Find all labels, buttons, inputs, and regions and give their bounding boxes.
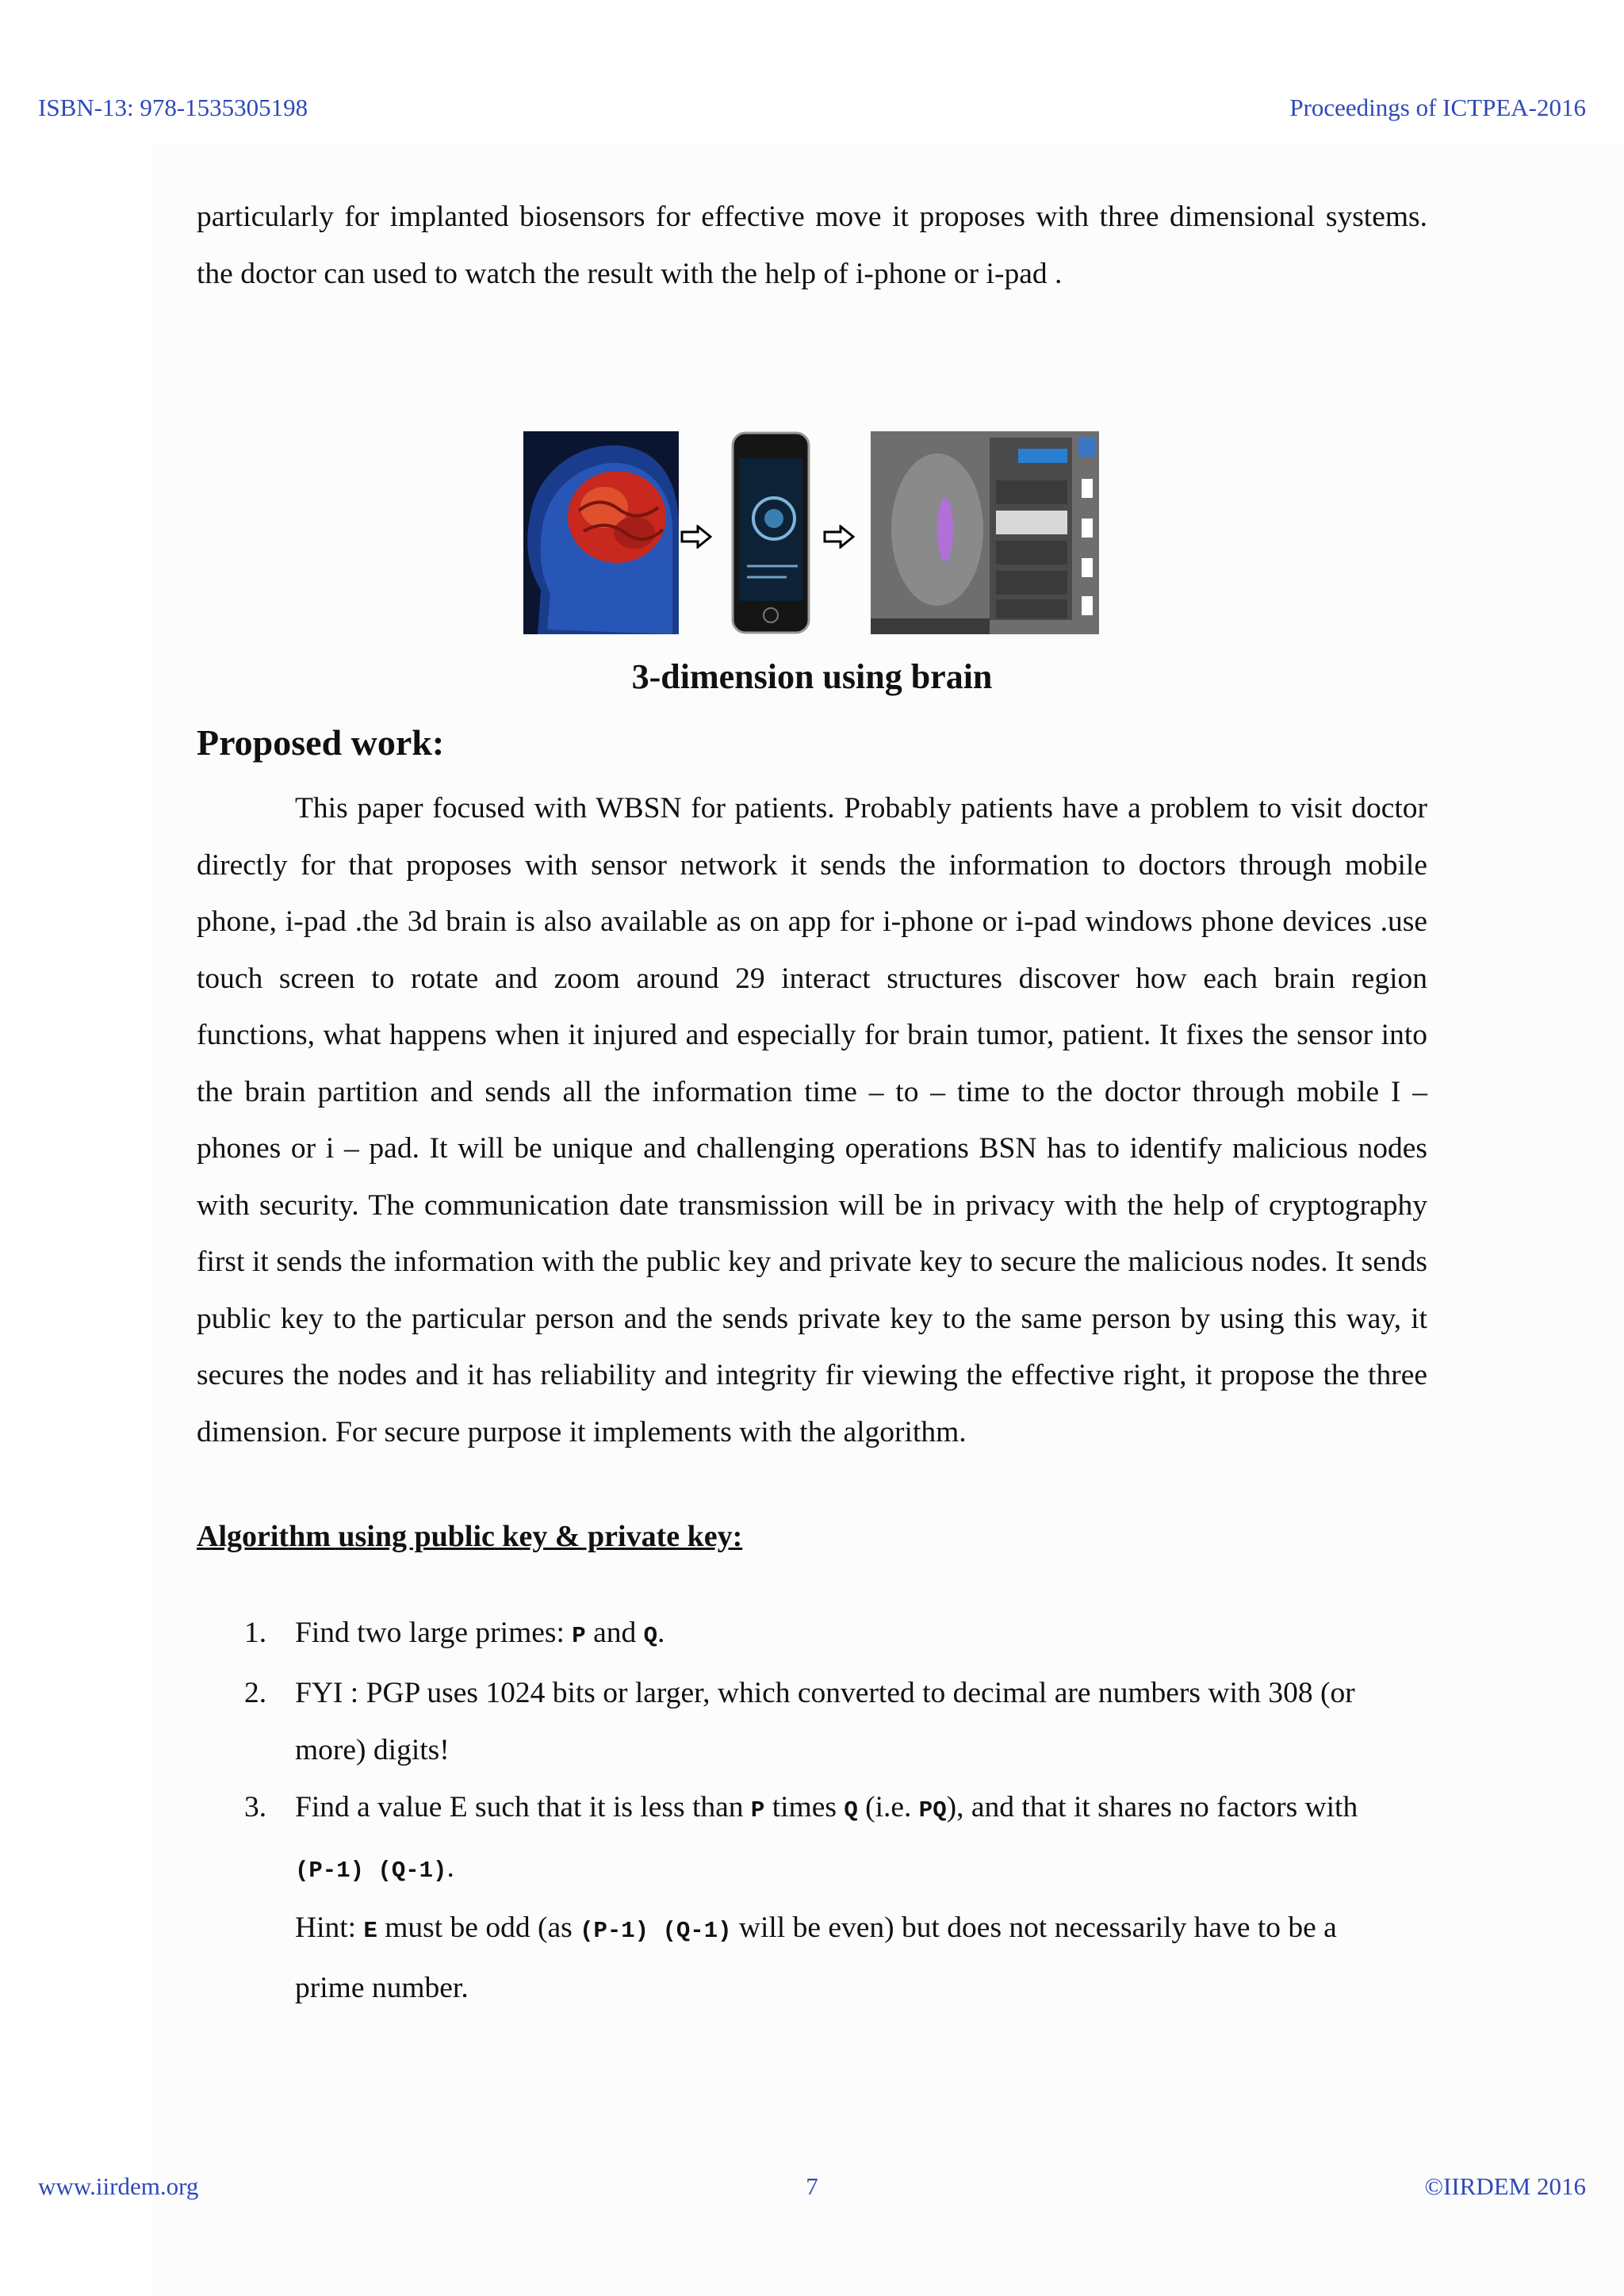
list-number: 1. <box>244 1617 267 1649</box>
list-number: 2. <box>244 1677 267 1709</box>
proposed-work-block <box>197 780 1427 1460</box>
list-item: 2. FYI : PGP uses 1024 bits or larger, which converted to decimal are numbers with 308 (or more) digits! <box>235 1665 1392 1779</box>
figure-brain-3d <box>523 431 1099 634</box>
header-isbn: ISBN-13: 978-1535305198 <box>38 94 308 121</box>
brain-scan-image <box>523 431 679 634</box>
footer-copyright: ©IIRDEM 2016 <box>1424 2172 1586 2200</box>
figure-caption: 3-dimension using brain <box>631 657 993 696</box>
footer-page-number: 7 <box>806 2172 818 2200</box>
list-number: 3. <box>244 1791 267 1823</box>
arrow-right-icon <box>823 525 855 549</box>
proposed-work-paragraph: This paper focused with WBSN for patients. Probably patients have a problem to visit doctor directly for that proposes with sensor network it sends the information to doctors through mobile phone, i-pad .the 3d brain is also available as on app for i-phone or i-pad windows phone devices .use touch screen to rotate and zoom around 29 interact structures discover how each brain region functions, what happens when it injured and especially for brain tumor, patient. It fixes the sensor into the brain partition and sends all the information time – to – time to the doctor through mobile I – phones or i – pad. It will be unique and challenging operations BSN has to identify malicious nodes with security. The communication date transmission will be in privacy with the help of cryptography first it sends the information with the public key and private key to secure the malicious nodes. It sends public key to the particular person and the sends private key to the same person by using this way, it secures the nodes and it has reliability and integrity fir viewing the effective right, it propose the three dimension. For secure purpose it implements with the algorithm. <box>197 792 1427 1448</box>
smartphone-image <box>731 431 810 634</box>
brain-app-screenshot <box>871 431 1099 634</box>
section-heading-proposed-work: Proposed work: <box>197 722 445 763</box>
list-item-hint: Hint: E must be odd (as (P-1) (Q-1) will be even) but does not necessarily have to be a prime number. <box>295 1911 1337 2004</box>
algorithm-list <box>235 1605 1392 2017</box>
list-item: 3. Find a value E such that it is less than P times Q (i.e. PQ), and that it shares no factors with (P-1) (Q-1). <box>235 1779 1392 1900</box>
list-item: 1. Find two large primes: P and Q. <box>235 1605 1392 1665</box>
footer-website-link[interactable]: www.iirdem.org <box>38 2172 199 2200</box>
algorithm-title: Algorithm using public key & private key: <box>197 1520 743 1553</box>
header-proceedings: Proceedings of ICTPEA-2016 <box>1289 94 1586 121</box>
arrow-right-icon <box>680 525 712 549</box>
intro-paragraph: particularly for implanted biosensors for effective move it proposes with three dimensional systems. the doctor can used to watch the result with the help of i-phone or i-pad . <box>197 201 1427 290</box>
intro-paragraph-block <box>197 189 1427 302</box>
